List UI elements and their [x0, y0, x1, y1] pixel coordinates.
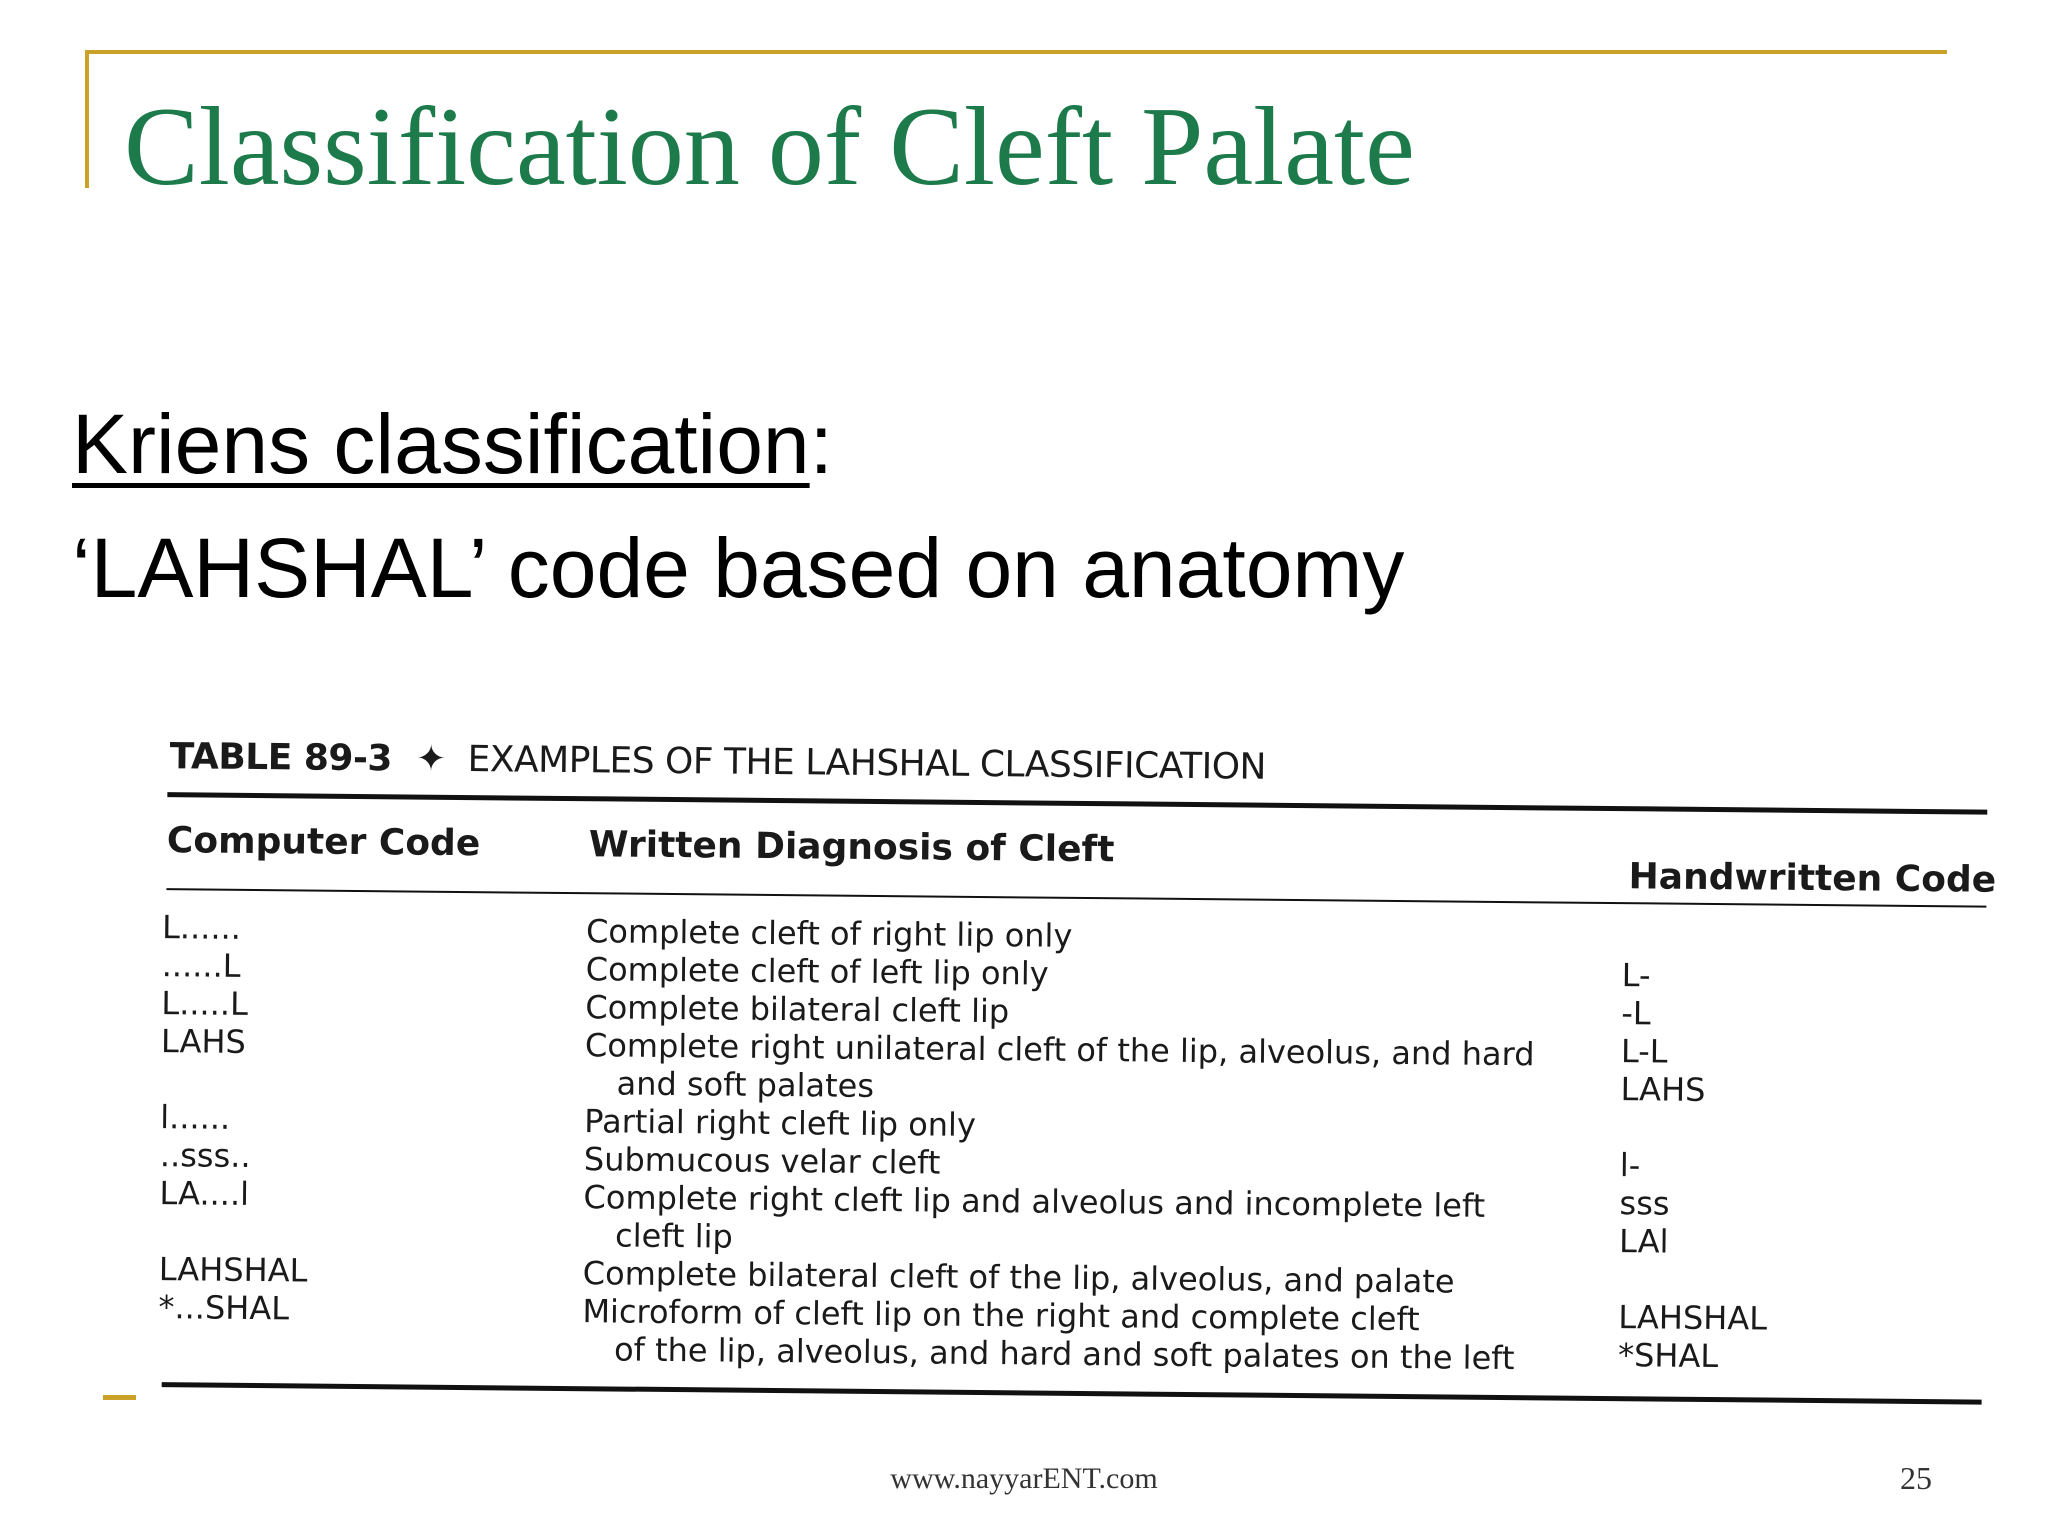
- table-cell: Complete bilateral cleft lip: [585, 988, 1010, 1031]
- table-cell: [159, 1212, 308, 1251]
- table-cell: L......: [161, 908, 242, 947]
- column-computer-code: [158, 908, 311, 1327]
- column-handwritten-code: [1618, 956, 1771, 1375]
- table-cell: ..sss..: [159, 1136, 251, 1175]
- table-cell: LAHSHAL: [1618, 1298, 1768, 1338]
- table-cell: l......: [160, 1098, 231, 1137]
- table-cell: and soft palates: [616, 1064, 875, 1105]
- table-cell: Submucous velar cleft: [583, 1140, 941, 1182]
- table-number: TABLE 89-3: [169, 736, 393, 780]
- table-cell: L-: [1621, 956, 1651, 995]
- table-cell: Complete cleft of left lip only: [585, 950, 1049, 993]
- table-title: EXAMPLES OF THE LAHSHAL CLASSIFICATION: [467, 739, 1267, 788]
- table-cell: LA....l: [159, 1174, 250, 1213]
- table-cell: Complete cleft of right lip only: [585, 912, 1073, 955]
- table-cell: LAHS: [160, 1022, 247, 1061]
- subtitle-underlined: Kriens classification: [72, 397, 810, 491]
- subtitle-kriens: [72, 398, 833, 490]
- header-computer-code: Computer Code: [166, 820, 481, 865]
- subtitle-colon: :: [809, 397, 833, 491]
- page-number: 25: [1900, 1460, 1932, 1496]
- table-rule-top: [167, 792, 1987, 814]
- table-cell: sss: [1619, 1184, 1670, 1223]
- table-cell: Partial right cleft lip only: [584, 1102, 977, 1144]
- table-cell: Microform of cleft lip on the right and complete cleft: [582, 1292, 1420, 1339]
- table-cell: [160, 1060, 309, 1099]
- table-caption: [170, 736, 1267, 788]
- footer-url: www.nayyarENT.com: [890, 1462, 1158, 1495]
- table-cell: L-L: [1620, 1032, 1668, 1071]
- table-cell: [1620, 1108, 1769, 1147]
- table-cell: LAl: [1618, 1222, 1669, 1261]
- accent-dash: [103, 1395, 136, 1400]
- header-handwritten-code: Handwritten Code: [1628, 856, 1997, 901]
- table-cell: LAHSHAL: [158, 1250, 308, 1290]
- accent-line-top: [85, 50, 1947, 54]
- table-cell: cleft lip: [614, 1216, 734, 1256]
- column-written-diagnosis: [582, 912, 1536, 1377]
- table-cell: ......L: [161, 946, 241, 985]
- accent-line-left: [85, 50, 89, 188]
- table-rule-bottom: [162, 1382, 1982, 1404]
- table-cell: Complete right cleft lip and alveolus and incomplete left: [583, 1178, 1486, 1225]
- scanned-table: [143, 728, 2000, 1466]
- table-cell: l-: [1619, 1146, 1641, 1185]
- table-cell: *SHAL: [1617, 1336, 1719, 1376]
- slide-title: Classification of Cleft Palate: [124, 85, 1415, 209]
- table-cell: LAHS: [1620, 1070, 1706, 1109]
- table-cell: -L: [1621, 994, 1651, 1033]
- diamond-icon: ✦: [415, 738, 446, 780]
- table-cell: [1619, 1260, 1768, 1299]
- subtitle-lahshal: ‘LAHSHAL’ code based on anatomy: [72, 521, 1405, 615]
- table-cell: Complete right unilateral cleft of the lip, alveolus, and hard: [584, 1026, 1535, 1074]
- table-cell: Complete bilateral cleft of the lip, alveolus, and palate: [582, 1254, 1455, 1301]
- header-written-diagnosis: Written Diagnosis of Cleft: [588, 824, 1115, 871]
- table-cell: of the lip, alveolus, and hard and soft palates on the left: [613, 1330, 1515, 1378]
- table-cell: L.....L: [161, 984, 249, 1023]
- table-cell: *...SHAL: [158, 1288, 290, 1328]
